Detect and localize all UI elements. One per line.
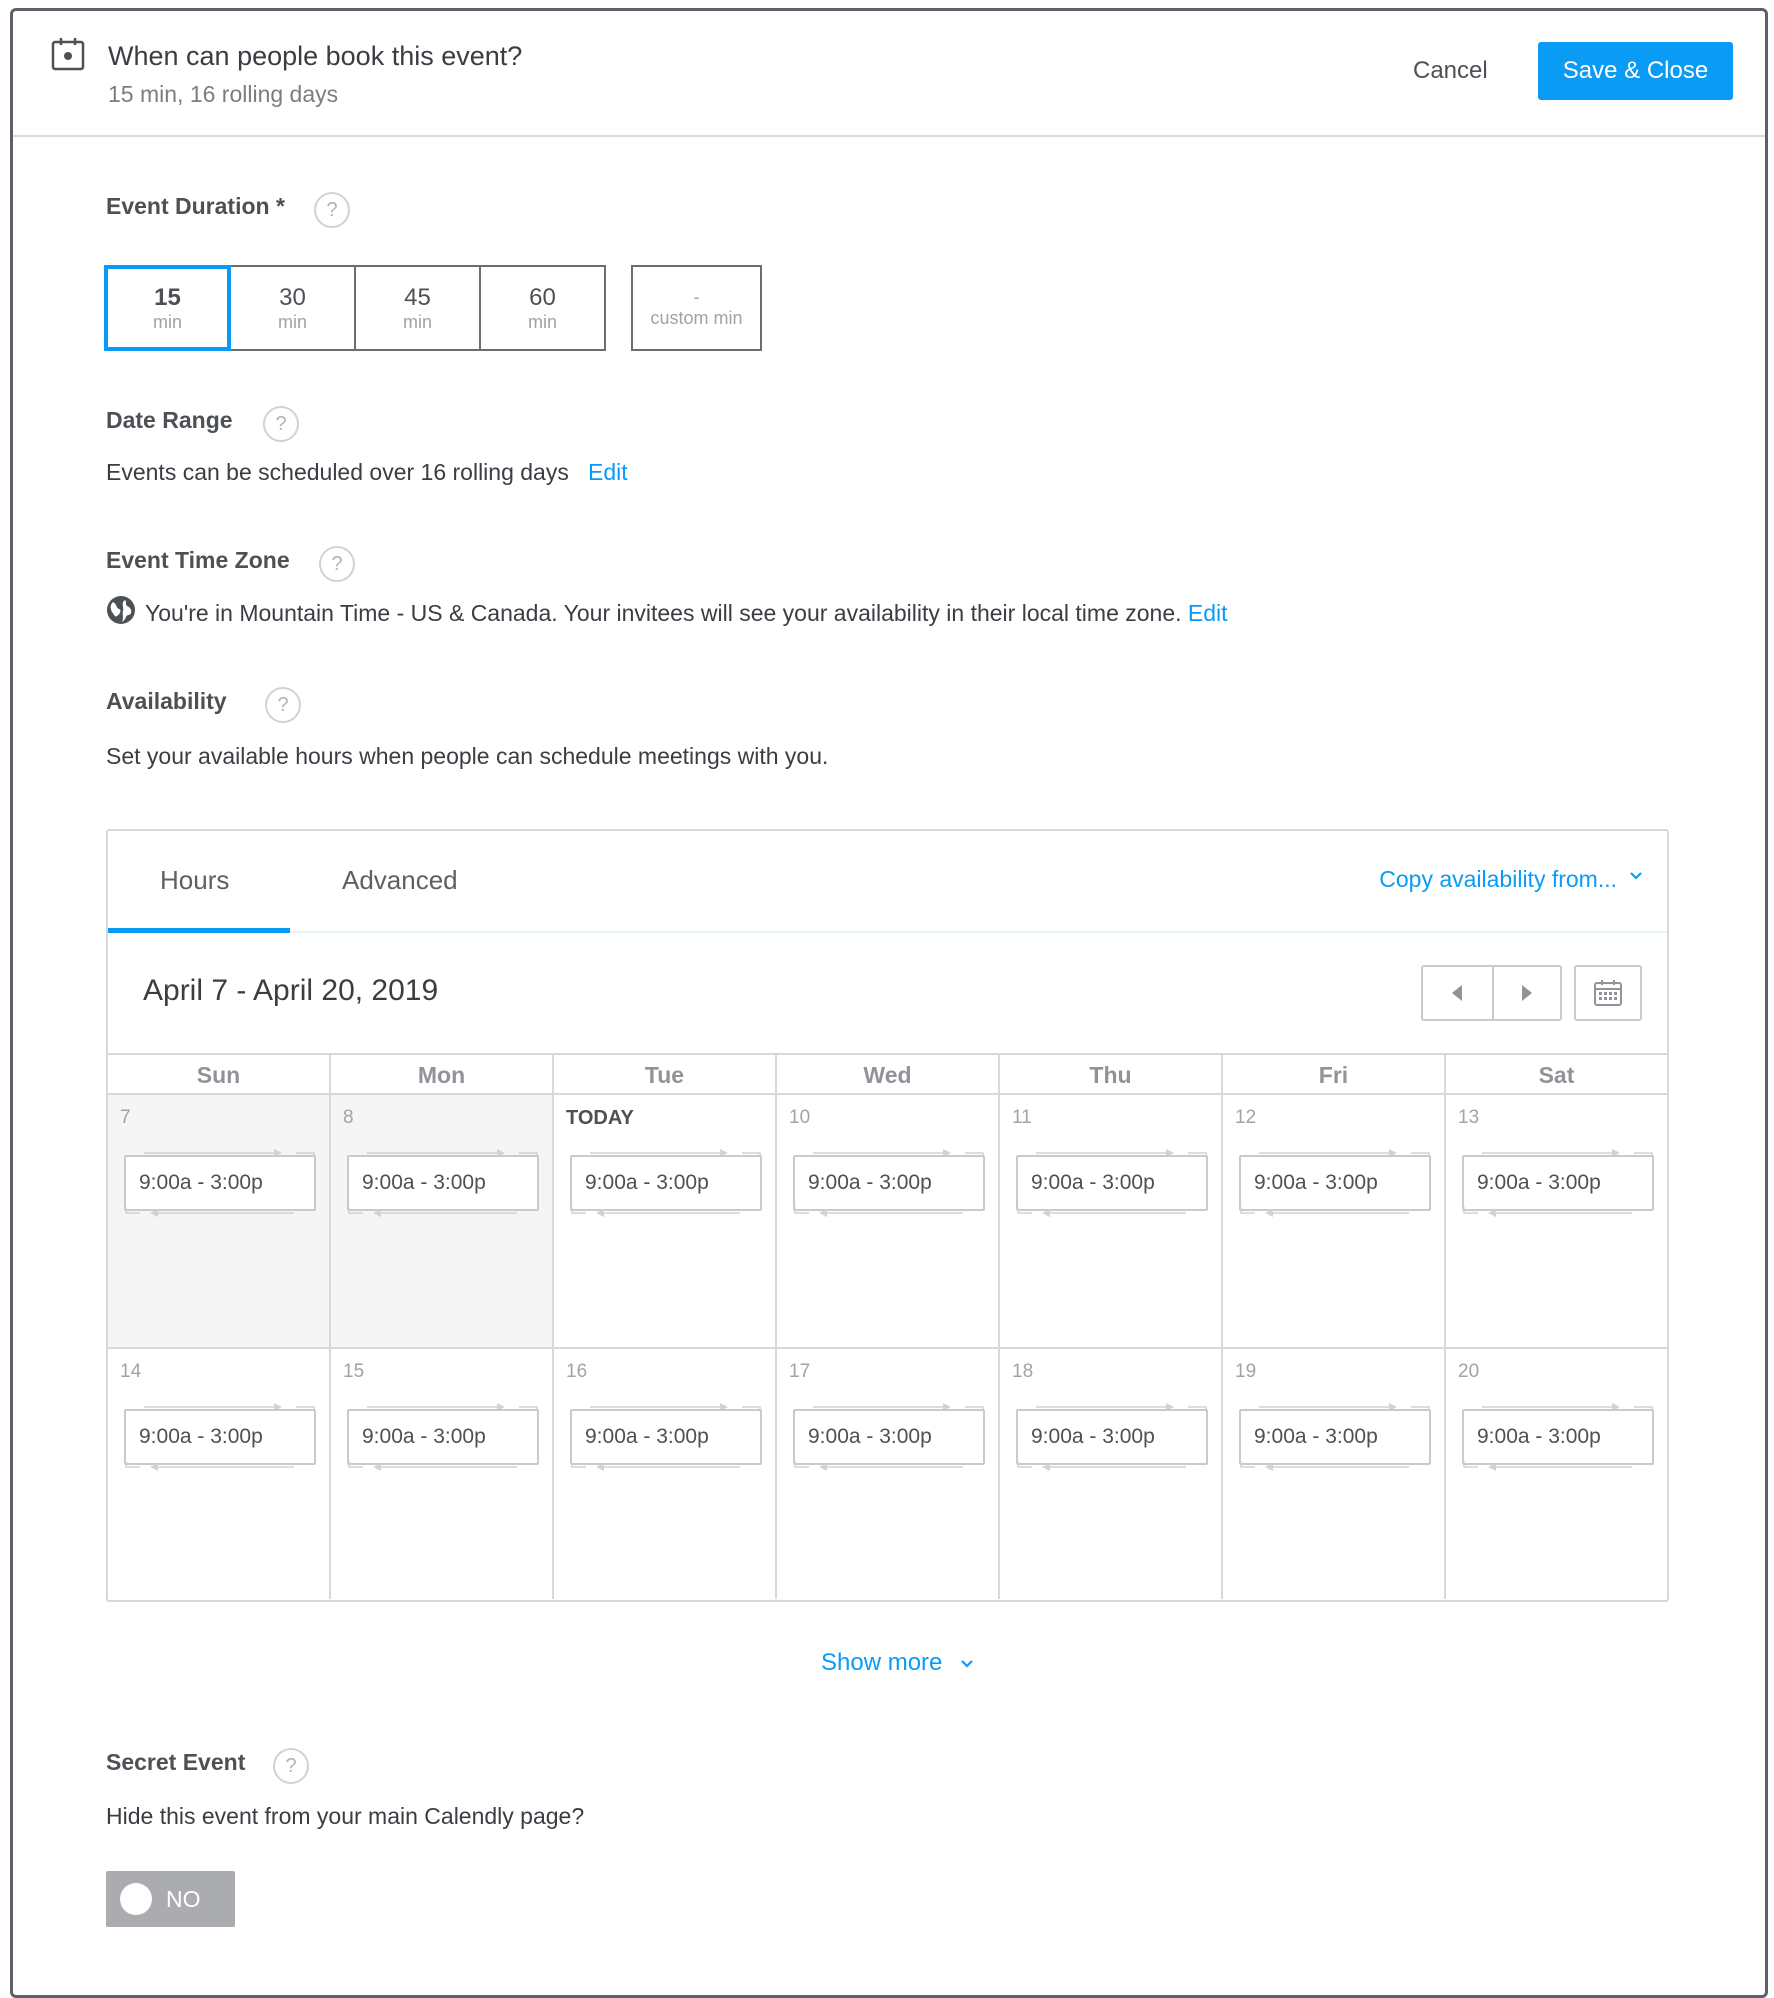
day-cell[interactable]: [1221, 1095, 1444, 1347]
day-cell[interactable]: [1221, 1349, 1444, 1599]
custom-duration-unit: custom min: [650, 308, 743, 328]
calendar-grid: [108, 1053, 1667, 1599]
save-close-button[interactable]: Save & Close: [1538, 42, 1733, 100]
day-number: 17: [789, 1361, 811, 1382]
globe-icon: [105, 594, 137, 626]
secret-event-toggle[interactable]: [106, 1871, 235, 1927]
day-of-week-label: Fri: [1221, 1055, 1444, 1093]
day-number: 18: [1012, 1361, 1034, 1382]
page-subtitle: 15 min, 16 rolling days: [108, 81, 339, 107]
time-slot[interactable]: 9:00a - 3:00p: [347, 1409, 539, 1465]
duration-value: 30: [279, 283, 306, 311]
prev-week-button[interactable]: [1423, 967, 1492, 1019]
time-slot[interactable]: 9:00a - 3:00p: [570, 1155, 762, 1211]
day-cell[interactable]: [552, 1095, 775, 1347]
availability-tabs: [108, 831, 1667, 933]
day-of-week-label: Tue: [552, 1055, 775, 1093]
day-of-week-label: Sun: [196, 1062, 241, 1088]
time-zone-text: [145, 600, 1228, 627]
day-number: 11: [1012, 1107, 1032, 1128]
duration-value: 45: [404, 283, 431, 311]
time-slot[interactable]: 9:00a - 3:00p: [793, 1409, 985, 1465]
day-number: 14: [120, 1361, 142, 1382]
calendar-weeks: [108, 1095, 1667, 1599]
availability-text: Set your available hours when people can schedule meetings with you.: [106, 743, 829, 769]
help-icon[interactable]: ?: [265, 687, 301, 723]
day-cell[interactable]: [1444, 1095, 1667, 1347]
event-duration-label: Event Duration *: [106, 193, 285, 219]
date-picker-button[interactable]: [1574, 965, 1642, 1021]
day-number: 20: [1458, 1361, 1480, 1382]
day-number: 19: [1235, 1361, 1257, 1382]
day-of-week-header: [108, 1053, 1667, 1095]
day-cell[interactable]: [108, 1095, 329, 1347]
duration-unit: min: [402, 311, 432, 332]
time-slot[interactable]: 9:00a - 3:00p: [1462, 1409, 1654, 1465]
active-tab-indicator: [108, 928, 290, 933]
time-slot[interactable]: 9:00a - 3:00p: [124, 1409, 316, 1465]
time-slot[interactable]: 9:00a - 3:00p: [1239, 1155, 1431, 1211]
date-range-label: Date Range: [106, 407, 233, 433]
duration-60-option[interactable]: [479, 265, 606, 351]
duration-15-option[interactable]: [104, 265, 231, 351]
next-week-button[interactable]: [1492, 967, 1561, 1019]
day-number: 13: [1458, 1107, 1480, 1128]
caret-left-icon: [1450, 983, 1464, 1003]
day-number: 8: [343, 1107, 354, 1128]
time-zone-label: Event Time Zone: [106, 547, 290, 573]
day-cell[interactable]: [329, 1349, 552, 1599]
week-navigation: [1421, 965, 1562, 1021]
day-cell[interactable]: [775, 1349, 998, 1599]
event-availability-panel: [10, 8, 1768, 1998]
toggle-knob: [120, 1883, 152, 1915]
header: [13, 11, 1765, 137]
help-icon[interactable]: ?: [319, 546, 355, 582]
secret-event-label: Secret Event: [106, 1749, 246, 1775]
tab-advanced[interactable]: Advanced: [342, 865, 458, 895]
today-label: TODAY: [566, 1107, 634, 1129]
duration-unit: min: [152, 311, 182, 332]
help-icon[interactable]: ?: [263, 406, 299, 442]
time-zone-description: You're in Mountain Time - US & Canada. Your invitees will see your availability in their local time zone.: [145, 600, 1182, 626]
time-slot[interactable]: 9:00a - 3:00p: [124, 1155, 316, 1211]
day-of-week-label: Thu: [998, 1055, 1221, 1093]
day-cell[interactable]: [1444, 1349, 1667, 1599]
day-cell[interactable]: [329, 1095, 552, 1347]
duration-options: [106, 265, 606, 351]
day-cell[interactable]: [998, 1095, 1221, 1347]
day-of-week-label: Sat: [1444, 1055, 1667, 1093]
calendar-grid-icon: [1593, 979, 1623, 1007]
week-row: [108, 1095, 1667, 1347]
availability-label: Availability: [106, 688, 227, 714]
chevron-down-icon[interactable]: [1627, 867, 1645, 885]
date-range-title: April 7 - April 20, 2019: [143, 974, 439, 1007]
duration-value: 15: [154, 283, 181, 311]
custom-duration-value: -: [693, 287, 700, 307]
availability-calendar: [106, 829, 1669, 1602]
custom-duration-option[interactable]: [631, 265, 762, 351]
secret-event-text: Hide this event from your main Calendly page?: [106, 1803, 585, 1829]
toggle-state-label: NO: [166, 1886, 201, 1912]
time-slot[interactable]: 9:00a - 3:00p: [1462, 1155, 1654, 1211]
time-slot[interactable]: 9:00a - 3:00p: [793, 1155, 985, 1211]
date-range-edit-link[interactable]: Edit: [588, 459, 628, 485]
help-icon[interactable]: ?: [314, 192, 350, 228]
duration-unit: min: [277, 311, 307, 332]
calendar-icon: [51, 37, 85, 71]
time-slot[interactable]: 9:00a - 3:00p: [1016, 1155, 1208, 1211]
caret-right-icon: [1520, 983, 1534, 1003]
day-of-week-label: Mon: [329, 1055, 552, 1093]
show-more-link[interactable]: Show more: [821, 1649, 943, 1676]
day-of-week-label: Wed: [775, 1055, 998, 1093]
time-slot[interactable]: 9:00a - 3:00p: [1016, 1409, 1208, 1465]
day-number: 12: [1235, 1107, 1257, 1128]
day-number: 15: [343, 1361, 365, 1382]
cancel-button[interactable]: Cancel: [1413, 57, 1488, 84]
day-cell[interactable]: [552, 1349, 775, 1599]
help-icon[interactable]: ?: [273, 1748, 309, 1784]
day-number: 10: [789, 1107, 811, 1128]
time-slot[interactable]: 9:00a - 3:00p: [347, 1155, 539, 1211]
duration-30-option[interactable]: [229, 265, 356, 351]
tab-hours[interactable]: Hours: [160, 865, 230, 895]
duration-value: 60: [529, 283, 556, 311]
day-cell[interactable]: [775, 1095, 998, 1347]
page-title: When can people book this event?: [108, 41, 523, 71]
duration-unit: min: [527, 311, 557, 332]
date-range-description: Events can be scheduled over 16 rolling days: [106, 459, 569, 485]
duration-45-option[interactable]: [354, 265, 481, 351]
time-slot[interactable]: 9:00a - 3:00p: [570, 1409, 762, 1465]
time-slot[interactable]: 9:00a - 3:00p: [1239, 1409, 1431, 1465]
copy-availability-link[interactable]: Copy availability from...: [1379, 866, 1617, 892]
day-cell[interactable]: [998, 1349, 1221, 1599]
day-number: 7: [120, 1107, 131, 1128]
chevron-down-icon[interactable]: [958, 1655, 976, 1673]
date-range-text: [106, 459, 628, 486]
day-number: 16: [566, 1361, 588, 1382]
time-zone-edit-link[interactable]: Edit: [1187, 600, 1228, 626]
week-row: [108, 1347, 1667, 1599]
day-cell[interactable]: [108, 1349, 329, 1599]
